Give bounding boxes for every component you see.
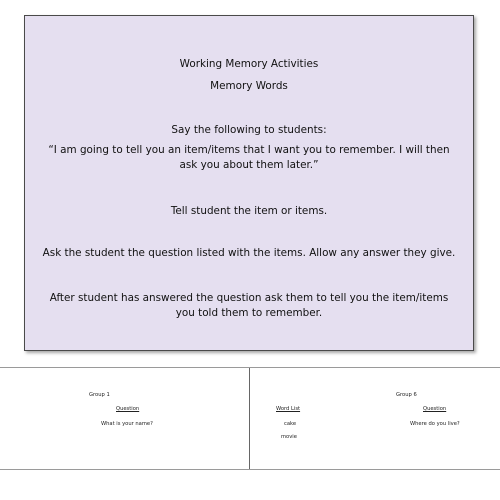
word-item-2: movie — [281, 434, 297, 440]
right-group-label: Group 6 — [396, 392, 417, 398]
right-question-heading: Question — [423, 406, 447, 412]
instructions-box — [24, 15, 474, 351]
after-line-2: you told them to remember. — [175, 307, 323, 319]
script-line-1: “I am going to tell you an item/items that I want you to remember. I will then — [48, 144, 450, 156]
word-item-1: cake — [284, 421, 297, 427]
say-heading: Say the following to students: — [171, 124, 327, 136]
after-line-1: After student has answered the question ask them to tell you the item/items — [49, 292, 449, 304]
ask-instruction: Ask the student the question listed with the items. Allow any answer they give. — [42, 247, 456, 259]
card-divider — [249, 368, 250, 469]
activity-title: Working Memory Activities — [179, 58, 319, 70]
left-question-text: What is your name? — [101, 421, 153, 427]
activity-subtitle: Memory Words — [210, 80, 288, 92]
card-strip — [0, 367, 500, 470]
right-question-text: Where do you live? — [410, 421, 460, 427]
script-line-2: ask you about them later.” — [179, 159, 319, 171]
left-question-heading: Question — [116, 406, 140, 412]
tell-instruction: Tell student the item or items. — [170, 205, 328, 217]
left-group-label: Group 1 — [89, 392, 110, 398]
word-list-heading: Word List — [276, 406, 301, 412]
teacher-script — [25, 143, 473, 173]
after-instruction — [25, 291, 473, 321]
